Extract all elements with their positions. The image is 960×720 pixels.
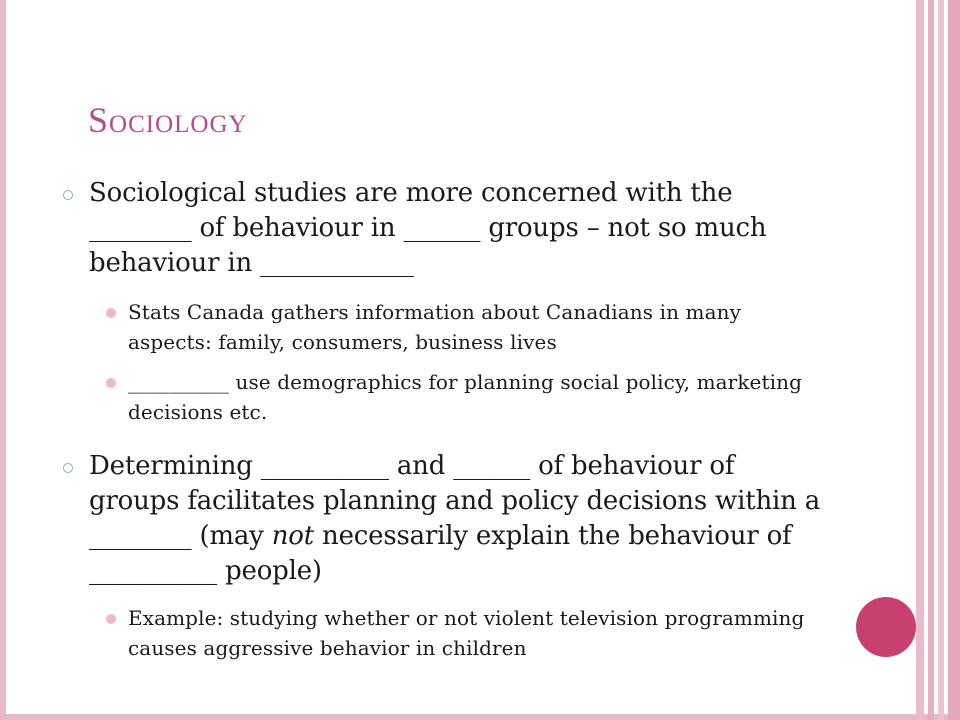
- bullet-1-sub-2: [60, 367, 830, 427]
- bullet-2-sub-1: [60, 603, 830, 663]
- bullet-1: [60, 176, 830, 281]
- ring-bullet-icon: [63, 463, 73, 473]
- bullet-1-sub-1: [60, 297, 830, 357]
- bullet-2-text: Determining __________ and ______ of behaviour of groups facilitates planning and policy decisions within a ________ (may not necessarily explain the behaviour of __________ people): [89, 451, 821, 586]
- bullet-1-text: Sociological studies are more concerned with the ________ of behaviour in ______ groups – not so much behaviour in ____________: [89, 178, 767, 278]
- bullet-2-sub-1-text: Example: studying whether or not violent television programming causes aggressive behavior in children: [128, 606, 805, 660]
- bullet-1-sub-1-text: Stats Canada gathers information about Canadians in many aspects: family, consumers, business lives: [128, 300, 741, 354]
- left-frame-border: [0, 0, 6, 720]
- ring-bullet-icon: [63, 190, 73, 200]
- decorative-stripes: [916, 0, 960, 720]
- slide-content: [60, 176, 830, 663]
- slide-title: Sociology: [88, 100, 248, 140]
- emphasis-not: not: [271, 521, 314, 551]
- bottom-frame-border: [0, 714, 960, 720]
- accent-circle: [856, 597, 916, 657]
- dot-bullet-icon: [106, 378, 116, 388]
- bullet-2: [60, 449, 830, 589]
- bullet-1-sub-2-text: __________ use demographics for planning social policy, marketing decisions etc.: [128, 370, 803, 424]
- dot-bullet-icon: [106, 614, 116, 624]
- dot-bullet-icon: [106, 308, 116, 318]
